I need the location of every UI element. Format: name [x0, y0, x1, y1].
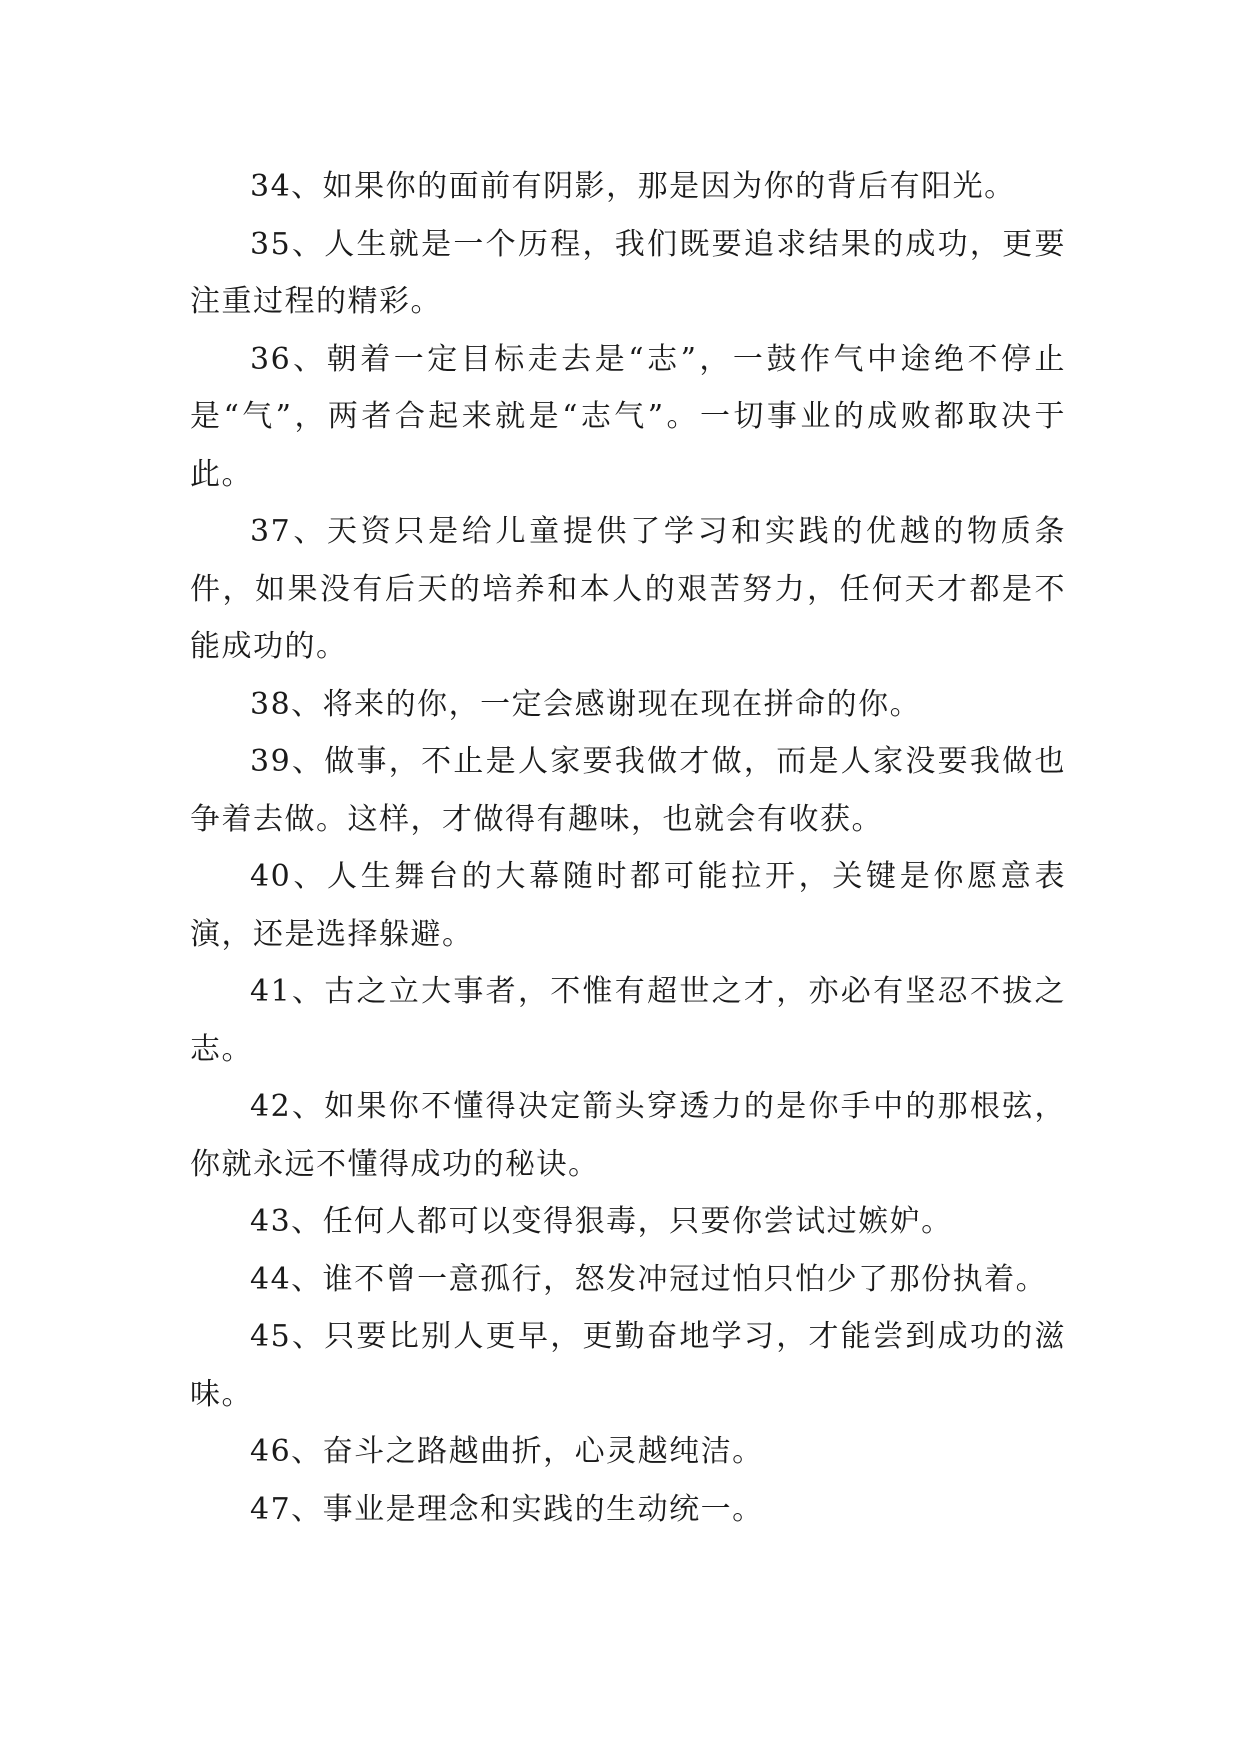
paragraph-41: 41、古之立大事者，不惟有超世之才，亦必有坚忍不拔之志。 [190, 974, 1066, 1067]
paragraph-35: 35、人生就是一个历程，我们既要追求结果的成功，更要注重过程的精彩。 [190, 226, 1066, 319]
paragraph-37: 37、天资只是给儿童提供了学习和实践的优越的物质条件，如果没有后天的培养和本人的艰苦努力，任何天才都是不能成功的。 [190, 514, 1066, 664]
document-body [190, 158, 1066, 1538]
paragraph-46: 46、奋斗之路越曲折，心灵越纯洁。 [250, 1434, 764, 1469]
paragraph-40: 40、人生舞台的大幕随时都可能拉开，关键是你愿意表演，还是选择躲避。 [190, 859, 1066, 952]
paragraph-43: 43、任何人都可以变得狠毒，只要你尝试过嫉妒。 [250, 1204, 953, 1239]
paragraph-36: 36、朝着一定目标走去是“志”，一鼓作气中途绝不停止是“气”，两者合起来就是“志气”。一切事业的成败都取决于此。 [190, 341, 1066, 492]
paragraph-44: 44、谁不曾一意孤行，怒发冲冠过怕只怕少了那份执着。 [250, 1261, 1048, 1297]
paragraph-47: 47、事业是理念和实践的生动统一。 [250, 1491, 764, 1527]
paragraph-42: 42、如果你不懂得决定箭头穿透力的是你手中的那根弦，你就永远不懂得成功的秘诀。 [190, 1089, 1066, 1182]
paragraph-38: 38、将来的你，一定会感谢现在现在拼命的你。 [250, 686, 922, 722]
paragraph-45: 45、只要比别人更早，更勤奋地学习，才能尝到成功的滋味。 [190, 1319, 1066, 1412]
paragraph-39: 39、做事，不止是人家要我做才做，而是人家没要我做也争着去做。这样，才做得有趣味，也就会有收获。 [190, 744, 1066, 837]
paragraph-34: 34、如果你的面前有阴影，那是因为你的背后有阳光。 [250, 169, 1016, 204]
